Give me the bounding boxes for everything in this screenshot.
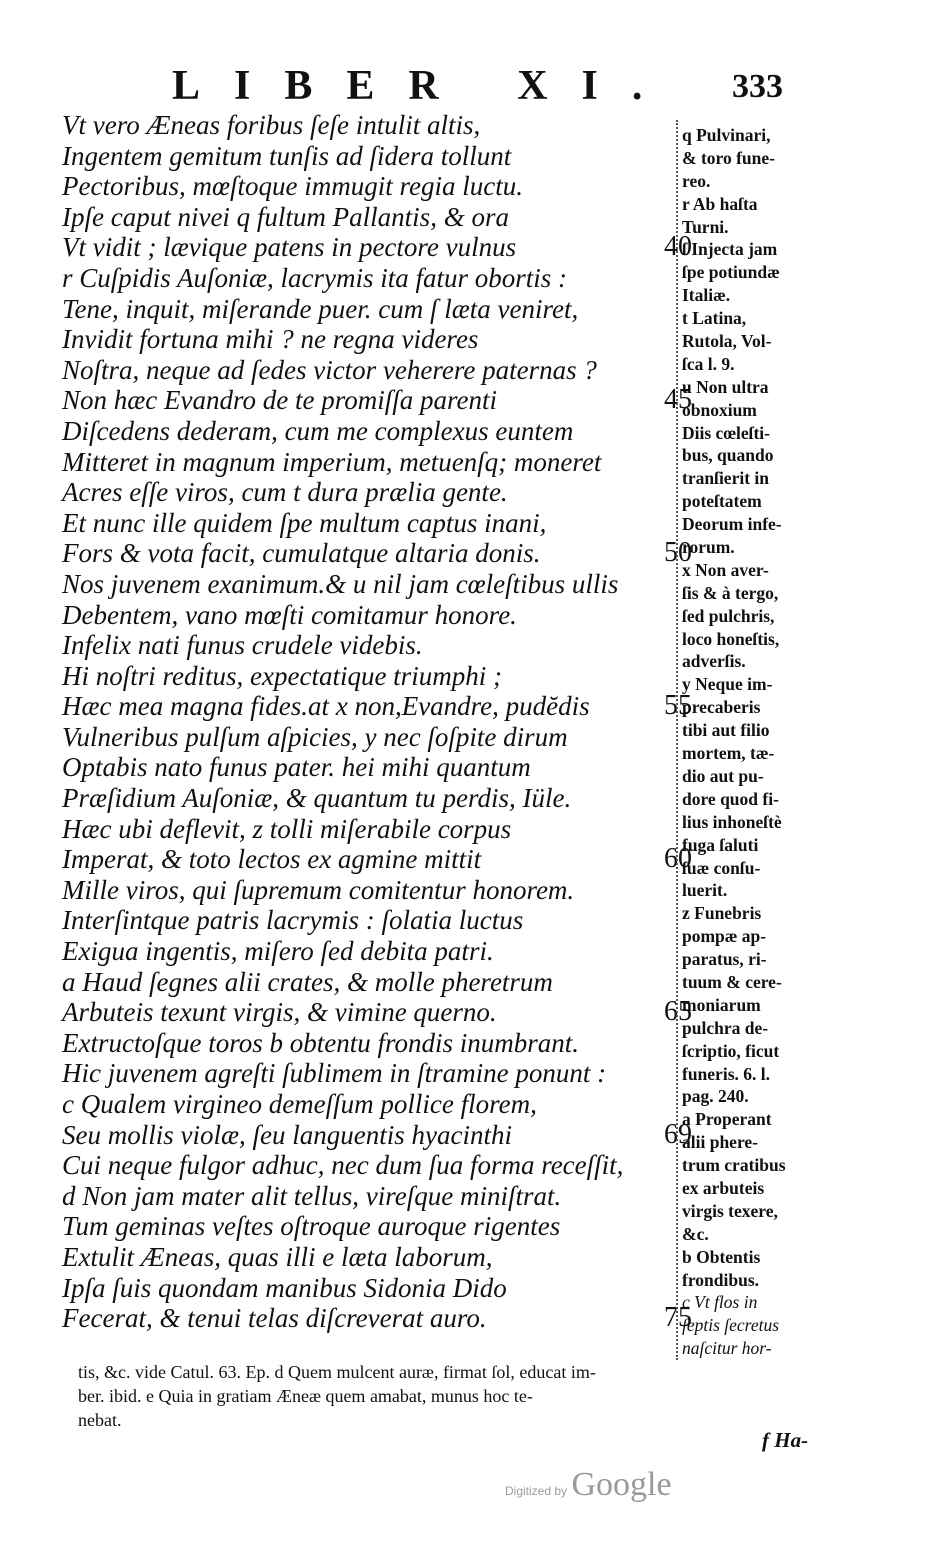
margin-note-line: alii phere- (682, 1132, 758, 1153)
verse-line-text: Hæc ubi deflevit, z tolli miſerabile corpus (62, 813, 512, 844)
verse-line (52, 722, 692, 753)
verse-line-text: Vt vero Æneas foribus ſeſe intulit altis, (62, 110, 481, 140)
margin-note-line: bus, quando (682, 445, 774, 466)
margin-note-line: fuga ſaluti (682, 834, 759, 855)
margin-note-line: r Ab haſta (682, 193, 758, 214)
verse-line (52, 1273, 692, 1304)
verse-line-text: a Haud ſegnes alii crates, & molle pheretrum (62, 966, 553, 997)
margin-note-line: tuum & cere- (682, 971, 782, 992)
margin-note-line: trum cratibus (682, 1155, 786, 1176)
verse-line-text: Fecerat, & tenui telas diſcreverat auro. (62, 1303, 487, 1334)
margin-note-line: Rutola, Vol- (682, 331, 772, 352)
verse-line (52, 661, 692, 692)
margin-note-line: naſcitur hor- (682, 1338, 772, 1359)
margin-note-line: dore quod fi- (682, 788, 779, 809)
margin-note-line: &c. (682, 1223, 709, 1244)
footnote-line: nebat. (78, 1410, 122, 1430)
verse-line (52, 752, 692, 783)
margin-note-line: q Pulvinari, (682, 125, 771, 145)
footnote-line: tis, &c. vide Catul. 63. Ep. d Quem mulcent auræ, firmat ſol, educat im- (78, 1362, 596, 1382)
margin-note-line: ſuæ conſu- (682, 857, 761, 878)
margin-note-line: ſeptis ſecretus (682, 1315, 780, 1336)
line-number: 50 (664, 537, 692, 569)
verse-line (52, 1089, 692, 1120)
margin-note-line: ſcriptio, ficut (682, 1040, 780, 1061)
verse-line-text: Fors & vota facit, cumulatque altaria donis. (62, 538, 541, 569)
verse-line-text: Pectoribus, mœſtoque immugit regia luctu. (62, 171, 523, 202)
verse-line (52, 508, 692, 539)
line-number: 60 (664, 843, 692, 875)
verse-line-text: Arbuteis texunt virgis, & vimine querno. (62, 997, 497, 1028)
verse-line-text: Invidit fortuna mihi ? ne regna videres (62, 324, 479, 355)
verse-line (52, 538, 692, 569)
margin-note-line: y Neque im- (682, 674, 773, 695)
margin-note-line: x Non aver- (682, 559, 769, 580)
margin-note-line: dio aut pu- (682, 765, 764, 786)
margin-note-line: ſpe potiundæ (682, 262, 780, 283)
margin-note-line: rorum. (682, 537, 735, 558)
verse-line-text: Seu mollis violæ, ſeu languentis hyacinthi (62, 1119, 512, 1150)
verse-line-text: Vt vidit ; lævique patens in pectore vulnus (62, 232, 517, 263)
margin-note-line: reo. (682, 170, 711, 191)
margin-note-line: funeris. 6. l. (682, 1063, 770, 1084)
verse-line-text: Ipſa ſuis quondam manibus Sidonia Dido (62, 1272, 507, 1303)
verse-line-text: Tene, inquit, miſerande puer. cum ſ læta veniret, (62, 293, 579, 324)
verse-line-text: Cui neque fulgor adhuc, nec dum ſua forma receſſit, (62, 1150, 624, 1181)
margin-note-line: frondibus. (682, 1269, 760, 1290)
margin-note-line: u Non ultra (682, 376, 769, 397)
verse-line-text: Hi noſtri reditus, expectatique triumphi ; (62, 660, 502, 691)
verse-line (52, 324, 692, 355)
verse-line (52, 814, 692, 845)
verse-line (52, 691, 692, 722)
margin-note-line: & toro fune- (682, 147, 775, 168)
margin-note-line: z Funebris (682, 903, 762, 924)
line-number: 45 (664, 384, 692, 416)
margin-note-line: tranſierit in (682, 468, 769, 489)
line-number: 40 (664, 231, 692, 263)
verse-line-text: r Cuſpidis Auſoniæ, lacrymis ita fatur obortis : (62, 262, 568, 293)
footnote-line: ber. ibid. e Quia in gratiam Æneæ quem amabat, munus hoc te- (78, 1386, 533, 1406)
watermark-prefix: Digitized by (505, 1484, 568, 1498)
margin-note-line: b Obtentis (682, 1246, 761, 1267)
verse-line (52, 1303, 692, 1334)
margin-note-line: virgis texere, (682, 1200, 778, 1221)
margin-note-line: loco honeſtis, (682, 628, 780, 649)
margin-note-line: a Properant (682, 1109, 772, 1130)
verse-line (52, 783, 692, 814)
verse-line (52, 110, 692, 141)
margin-note-line: Diis cœleſti- (682, 422, 770, 443)
verse-line (52, 905, 692, 936)
verse-line (52, 171, 692, 202)
verse-line (52, 447, 692, 478)
verse-line-text: Diſcedens dederam, cum me complexus euntem (62, 415, 574, 446)
verse-line (52, 294, 692, 325)
verse-line (52, 1150, 692, 1181)
verse-line-text: Mitteret in magnum imperium, metuenſq; moneret (62, 446, 602, 477)
verse-line (52, 600, 692, 631)
margin-note-line: ſis & à tergo, (682, 582, 779, 603)
digitized-watermark (505, 1466, 672, 1504)
margin-note-line: c Vt flos in (682, 1292, 758, 1313)
margin-note-line: ex arbuteis (682, 1177, 765, 1198)
verse-line-text: Infelix nati funus crudele videbis. (62, 630, 423, 661)
line-number: 55 (664, 690, 692, 722)
verse-line-text: Mille viros, qui ſupremum comitentur honorem. (62, 874, 575, 905)
margin-note-line: ſ Injecta jam (682, 239, 778, 260)
margin-note-line: pulchra de- (682, 1017, 769, 1038)
margin-note-line: ſed pulchris, (682, 605, 775, 626)
watermark-brand: Google (571, 1466, 672, 1503)
verse-line (52, 875, 692, 906)
margin-note-line: Italiæ. (682, 285, 731, 306)
verse-line-text: Ipſe caput nivei q fultum Pallantis, & ora (62, 201, 509, 232)
margin-divider (676, 120, 679, 1360)
page-number: 333 (732, 68, 783, 105)
verse-line (52, 232, 692, 263)
margin-note-line: pompæ ap- (682, 926, 767, 947)
verse-line (52, 844, 692, 875)
verse-line-text: Tum geminas veſtes oſtroque auroque rigentes (62, 1211, 561, 1242)
margin-note-line: adverſis. (682, 651, 746, 672)
verse-line-text: Hic juvenem agreſti ſublimem in ſtramine ponunt : (62, 1058, 607, 1089)
verse-line (52, 1028, 692, 1059)
running-title: LIBER XI. (172, 63, 677, 109)
verse-line-text: Hæc mea magna fides.at x non,Evandre, pudĕdis (62, 691, 590, 722)
margin-note-line: tibi aut filio (682, 720, 770, 741)
margin-note-line: obnoxium (682, 399, 757, 420)
line-number: 69 (664, 1118, 692, 1150)
verse-line-text: Exigua ingentis, miſero ſed debita patri. (62, 936, 494, 967)
verse-line (52, 263, 692, 294)
catchword: f Ha- (762, 1428, 809, 1452)
verse-line (52, 1058, 692, 1089)
verse-line (52, 385, 692, 416)
verse-line (52, 997, 692, 1028)
verse-line-text: Et nunc ille quidem ſpe multum captus inani, (62, 507, 547, 538)
verse-line (52, 1120, 692, 1151)
line-number: 65 (664, 996, 692, 1028)
margin-note-line: luerit. (682, 880, 728, 901)
verse-line (52, 355, 692, 386)
margin-note-line: poteſtatem (682, 491, 762, 512)
verse-line (52, 1211, 692, 1242)
verse-line-text: Præſidium Auſoniæ, & quantum tu perdis, Iüle. (62, 783, 572, 814)
verse-line (52, 141, 692, 172)
verse-line-text: Noſtra, neque ad ſedes victor veherere paternas ? (62, 354, 597, 385)
margin-note-line: t Latina, (682, 308, 747, 329)
verse-line-text: Debentem, vano mœſti comitamur honore. (62, 599, 517, 630)
line-number: 75 (664, 1302, 692, 1334)
margin-notes (682, 124, 882, 1360)
verse-line-text: d Non jam mater alit tellus, vireſque miniſtrat. (62, 1180, 562, 1211)
margin-note-line: Turni. (682, 216, 729, 237)
margin-note-line: paratus, ri- (682, 949, 767, 970)
verse-line-text: Acres eſſe viros, cum t dura prælia gente. (62, 477, 508, 508)
verse-line (52, 967, 692, 998)
margin-note-line: ſca l. 9. (682, 353, 735, 374)
footnotes (78, 1360, 838, 1432)
verse-line (52, 202, 692, 233)
margin-note-line: lius inhoneſtè (682, 811, 782, 832)
verse-line-text: Optabis nato funus pater. hei mihi quantum (62, 752, 531, 783)
margin-note-line: pag. 240. (682, 1086, 749, 1107)
verse-line-text: Imperat, & toto lectos ex agmine mittit (62, 844, 482, 875)
verse-line (52, 936, 692, 967)
margin-note-line: precaberis (682, 697, 761, 718)
margin-note-line: moniarum (682, 994, 761, 1015)
verse-line-text: Non hæc Evandro de te promiſſa parenti (62, 385, 497, 416)
verse-line-text: Ingentem gemitum tunſis ad ſidera tollunt (62, 140, 512, 171)
verse-line-text: c Qualem virgineo demeſſum pollice florem, (62, 1089, 537, 1119)
verse-line (52, 569, 692, 600)
verse-line-text: Interſintque patris lacrymis : ſolatia luctus (62, 905, 524, 936)
verse-line (52, 1181, 692, 1212)
verse-line-text: Extructoſque toros b obtentu frondis inumbrant. (62, 1027, 579, 1058)
verse-line (52, 1242, 692, 1273)
verse-line-text: Extulit Æneas, quas illi e læta laborum, (62, 1241, 493, 1272)
page-header (0, 62, 935, 114)
verse-line-text: Nos juvenem exanimum.& u nil jam cœleſtibus ullis (62, 568, 619, 599)
margin-note-line: Deorum infe- (682, 514, 782, 535)
verse-line-text: Vulneribus pulſum aſpicies, y nec ſoſpite dirum (62, 721, 568, 752)
margin-note-line: mortem, tæ- (682, 743, 775, 764)
verse-line (52, 416, 692, 447)
verse-line (52, 477, 692, 508)
verse-text-block (52, 110, 692, 1334)
verse-line (52, 630, 692, 661)
